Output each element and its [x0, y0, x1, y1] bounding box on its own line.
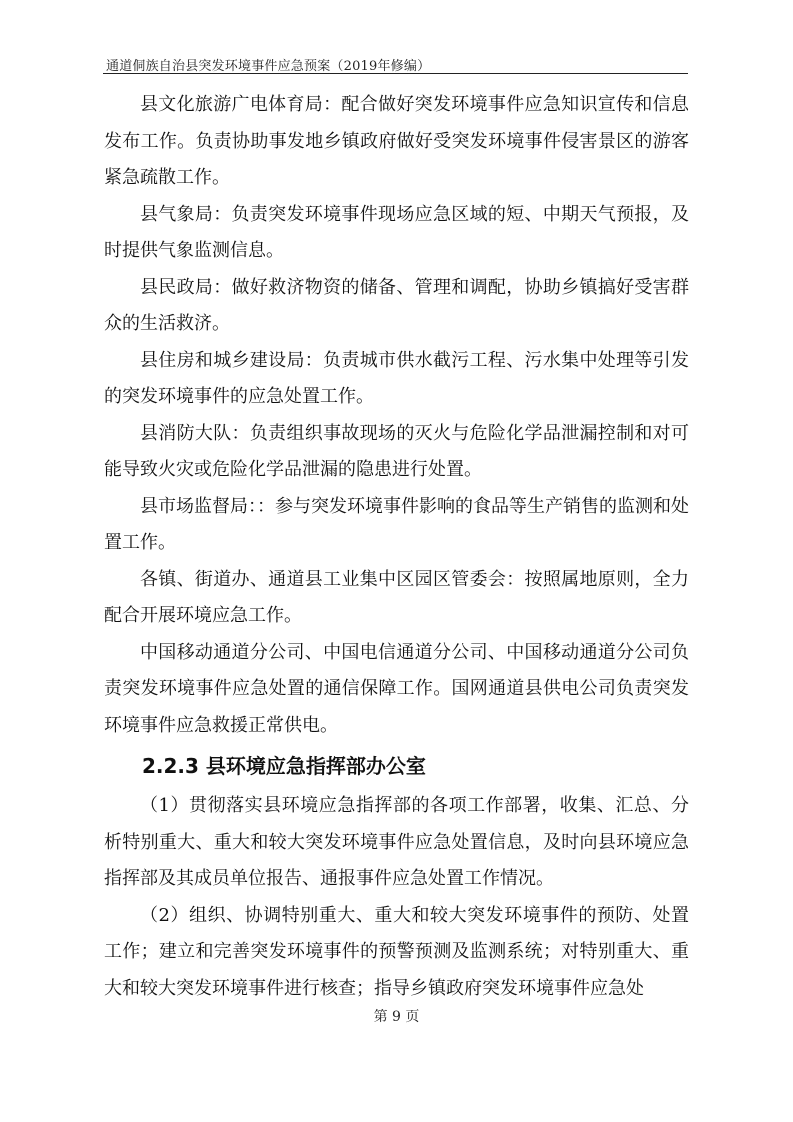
paragraph-fire-brigade: 县消防大队：负责组织事故现场的灭火与危险化学品泄漏控制和对可能导致火灾或危险化学品泄漏的隐患进行处置。 [104, 422, 689, 480]
document-body [104, 87, 689, 1007]
paragraph-meteorological-bureau: 县气象局：负责突发环境事件现场应急区域的短、中期天气预报，及时提供气象监测信息。 [104, 203, 689, 261]
page-number: 第 9 页 [373, 1009, 420, 1025]
paragraph-market-supervision-bureau: 县市场监督局：：参与突发环境事件影响的食品等生产销售的监测和处置工作。 [104, 495, 689, 553]
header-divider [103, 73, 688, 74]
section-heading: 2.2.3 县环境应急指挥部办公室 [142, 754, 426, 778]
paragraph-civil-affairs-bureau: 县民政局：做好救济物资的储备、管理和调配，协助乡镇搞好受害群众的生活救济。 [104, 276, 689, 334]
running-header: 通道侗族自治县突发环境事件应急预案（2019年修编） [106, 59, 431, 74]
paragraph-housing-construction-bureau: 县住房和城乡建设局：负责城市供水截污工程、污水集中处理等引发的突发环境事件的应急处置工作。 [104, 349, 689, 407]
paragraph-item-2: （2）组织、协调特别重大、重大和较大突发环境事件的预防、处置工作；建立和完善突发环境事件的预警预测及监测系统；对特别重大、重大和较大突发环境事件进行核查；指导乡镇政府突发环境事件应急处 [104, 904, 689, 999]
paragraph-culture-tourism-bureau: 县文化旅游广电体育局：配合做好突发环境事件应急知识宣传和信息发布工作。负责协助事发地乡镇政府做好受突发环境事件侵害景区的游客紧急疏散工作。 [104, 94, 689, 188]
paragraph-towns-industrial-park: 各镇、街道办、通道县工业集中区园区管委会：按照属地原则，全力配合开展环境应急工作。 [104, 568, 689, 626]
paragraph-telecom-power-companies: 中国移动通道分公司、中国电信通道分公司、中国移动通道分公司负责突发环境事件应急处置的通信保障工作。国网通道县供电公司负责突发环境事件应急救援正常供电。 [104, 641, 689, 736]
paragraph-item-1: （1）贯彻落实县环境应急指挥部的各项工作部署，收集、汇总、分析特别重大、重大和较大突发环境事件应急处置信息，及时向县环境应急指挥部及其成员单位报告、通报事件应急处置工作情况。 [104, 795, 689, 889]
